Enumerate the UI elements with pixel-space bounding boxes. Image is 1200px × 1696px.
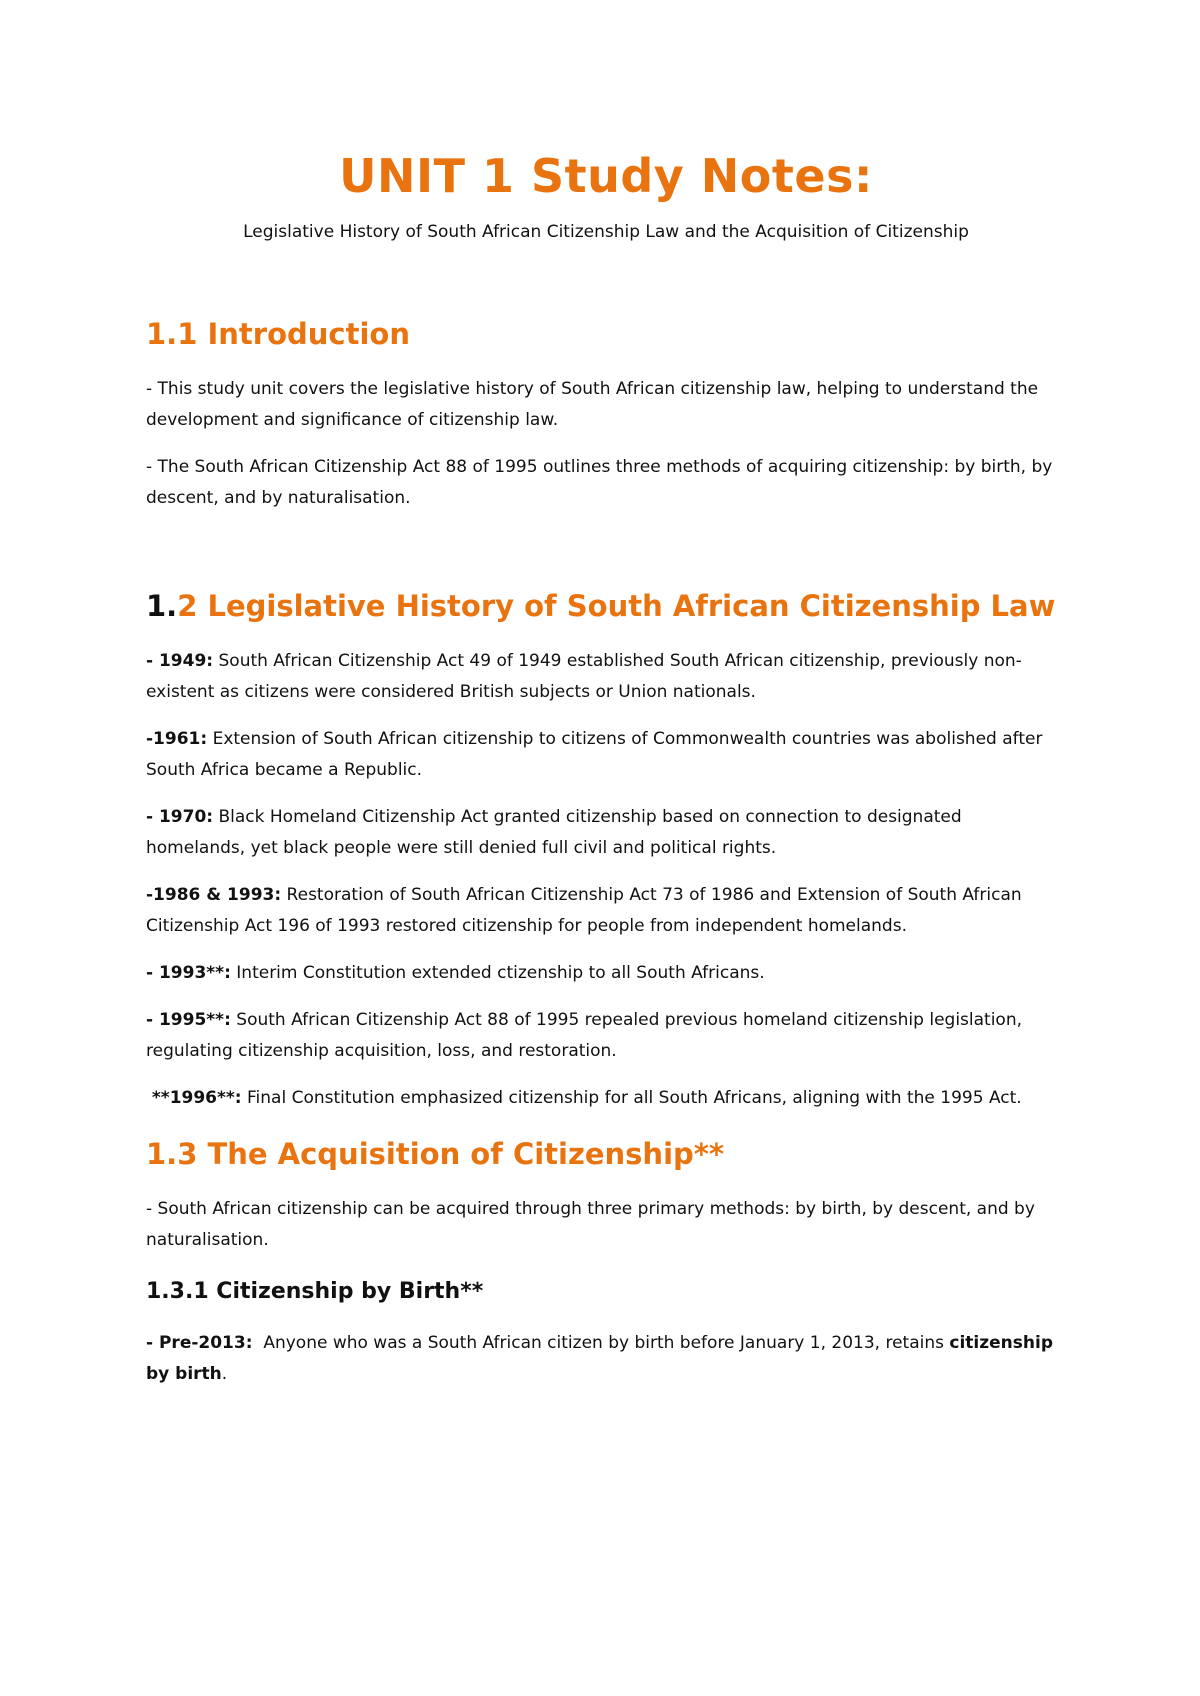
history-item [146,1005,1066,1067]
history-item-year: - 1995**: [146,1010,231,1030]
section-introduction [146,314,1066,514]
heading-number: 1. [146,589,178,623]
history-item [146,646,1066,708]
history-item-text: Final Constitution emphasized citizenship for all South Africans, aligning with the 1995 Act. [241,1088,1022,1108]
history-item-year: - 1949: [146,651,214,671]
acquisition-paragraph: - South African citizenship can be acquired through three primary methods: by birth, by descent, and by naturalisation. [146,1199,1035,1250]
citizenship-by-birth-heading: 1.3.1 Citizenship by Birth** [146,1279,484,1304]
history-item-text: Restoration of South African Citizenship Act 73 of 1986 and Extension of South African Citizenship Act 196 of 1993 restored citizenship for people from independent homelands. [146,885,1022,936]
introduction-paragraph: - This study unit covers the legislative history of South African citizenship law, helping to understand the development and significance of citizenship law. [146,379,1039,430]
history-item-year: -1961: [146,729,208,749]
history-item-text: South African Citizenship Act 49 of 1949 established South African citizenship, previously non-existent as citizens were considered British subjects or Union nationals. [146,651,1022,702]
heading-text: 2 Legislative History of South African Citizenship Law [177,589,1056,623]
birth-item-label: - Pre-2013: [146,1333,253,1353]
section-acquisition [146,1134,1066,1256]
citizenship-by-birth-paragraph [146,1328,1066,1390]
acquisition-heading: 1.3 The Acquisition of Citizenship** [146,1137,725,1171]
section-citizenship-by-birth [146,1276,1066,1390]
history-item [146,958,1066,989]
birth-item-end: . [221,1364,228,1384]
history-item-year: -1986 & 1993: [146,885,282,905]
history-item-year: **1996**: [146,1088,242,1108]
legislative-history-heading [146,586,1066,626]
history-item [146,880,1066,942]
history-item-text: Interim Constitution extended ctizenship to all South Africans. [230,963,765,983]
history-item-text: Black Homeland Citizenship Act granted citizenship based on connection to designated homelands, yet black people were still denied full civil and political rights. [146,807,962,858]
birth-item-bold-end: citizenship by birth [146,1333,1053,1384]
history-item-text: South African Citizenship Act 88 of 1995 repealed previous homeland citizenship legislation, regulating citizenship acquisition, loss, and restoration. [146,1010,1023,1061]
history-item-year: - 1970: [146,807,214,827]
history-item [146,1083,1066,1114]
introduction-heading: 1.1 Introduction [146,317,410,351]
history-item-text: Extension of South African citizenship to citizens of Commonwealth countries was abolished after South Africa became a Republic. [146,729,1043,780]
section-legislative-history [146,586,1066,1114]
history-item [146,724,1066,786]
birth-item-text: Anyone who was a South African citizen by birth before January 1, 2013, retains [252,1333,950,1353]
history-item [146,802,1066,864]
document-subtitle: Legislative History of South African Citizenship Law and the Acquisition of Citizenship [243,222,969,242]
document-title: UNIT 1 Study Notes: [339,149,873,203]
history-item-year: - 1993**: [146,963,231,983]
introduction-paragraph: - The South African Citizenship Act 88 of 1995 outlines three methods of acquiring citizenship: by birth, by descent, and by naturalisation. [146,457,1053,508]
